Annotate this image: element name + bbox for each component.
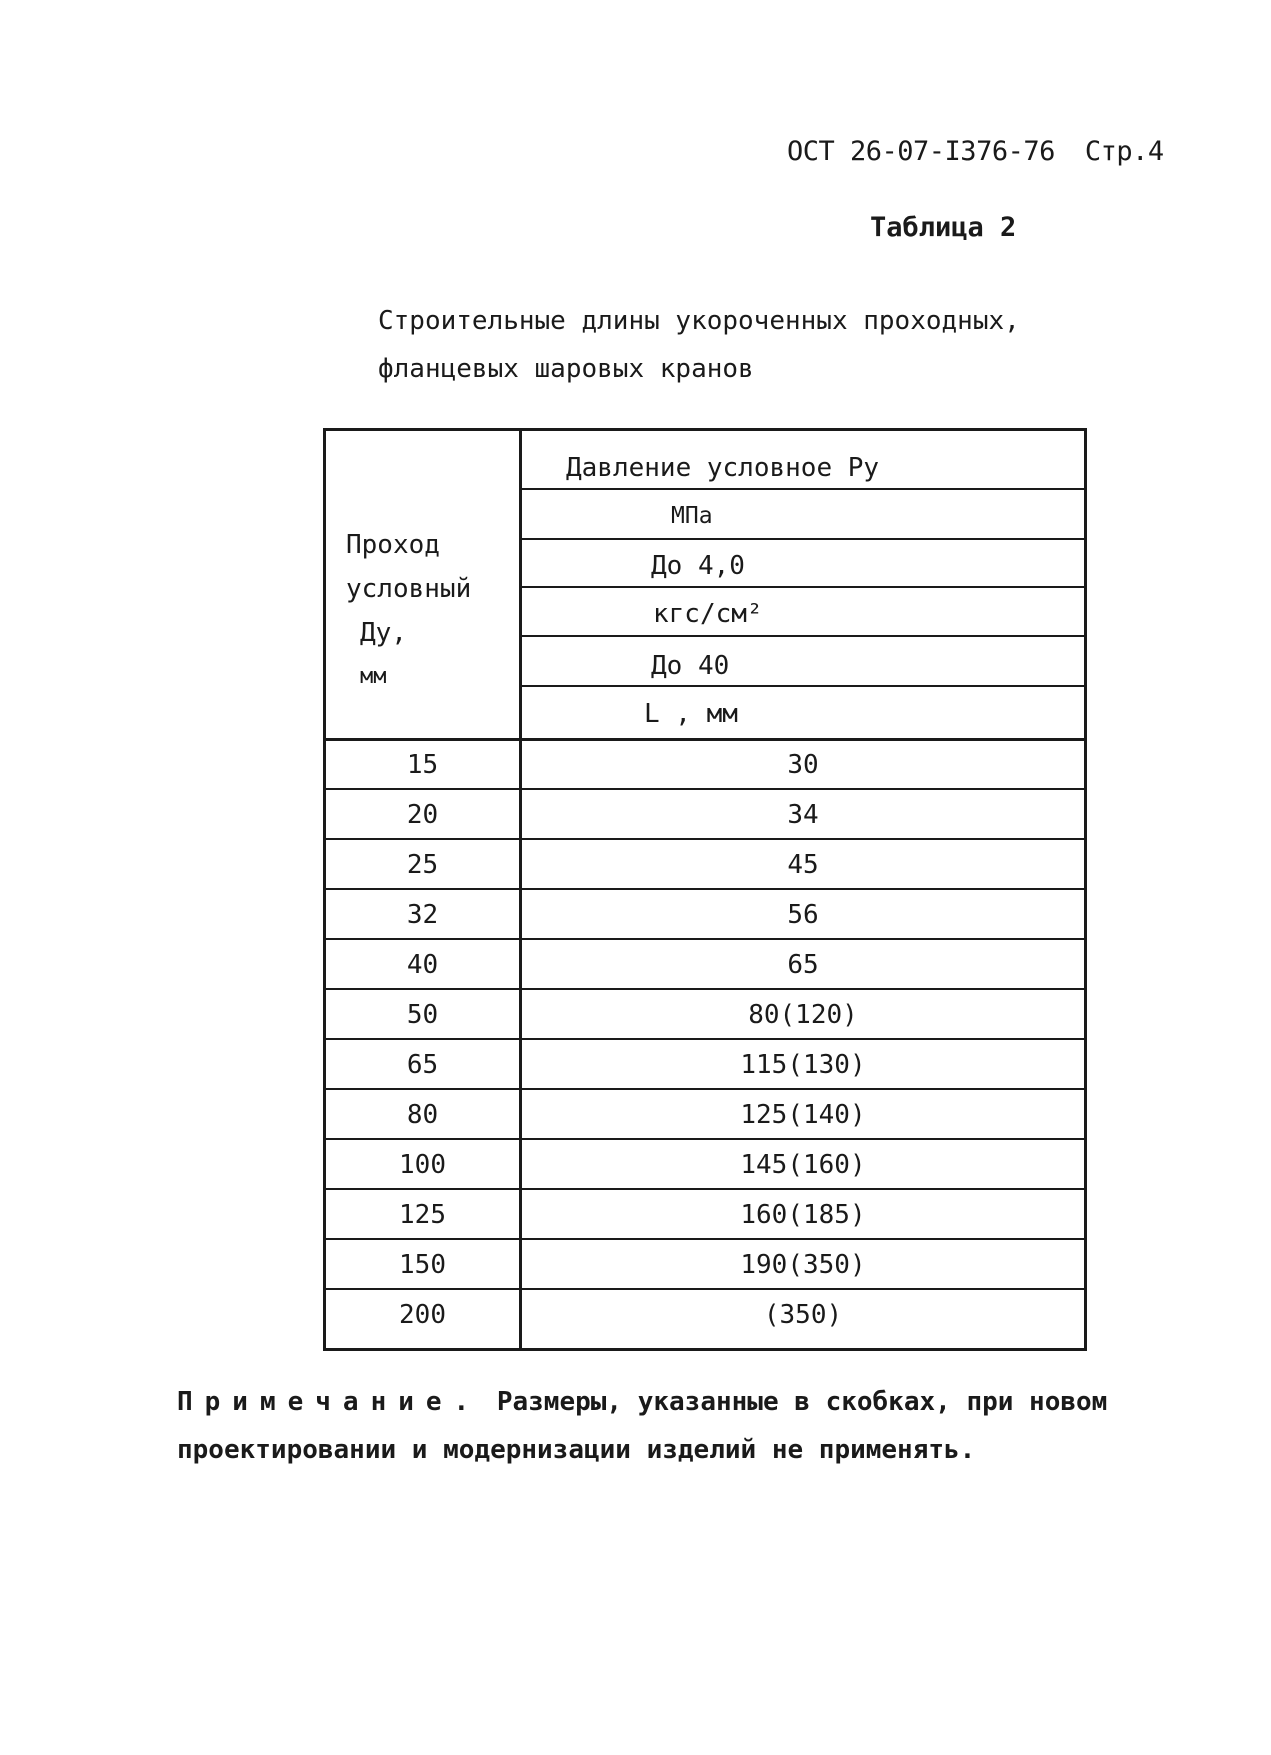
note-text-2: проектировании и модернизации изделий не применять.: [177, 1435, 976, 1465]
length-cell: 160(185): [740, 1200, 866, 1230]
nominal-bore-cell: 200: [399, 1300, 446, 1330]
header-rule: [522, 586, 1084, 588]
nominal-bore-cell: 125: [399, 1200, 446, 1230]
nominal-bore-header-line-1: Проход: [346, 530, 440, 560]
length-cell: 125(140): [740, 1100, 866, 1130]
note-label: Примечание.: [177, 1387, 482, 1417]
row-divider: [326, 988, 1084, 990]
header-rule: [522, 488, 1084, 490]
row-divider: [326, 1138, 1084, 1140]
nominal-bore-cell: 100: [399, 1150, 446, 1180]
row-divider: [326, 938, 1084, 940]
note-line-1: [177, 1378, 1107, 1426]
nominal-bore-cell: 150: [399, 1250, 446, 1280]
note: [177, 1378, 1107, 1474]
length-cell: 56: [787, 900, 819, 930]
nominal-bore-cell: 80: [406, 1100, 439, 1130]
construction-length-table: [323, 428, 1087, 1351]
length-cell: 115(130): [740, 1050, 866, 1080]
document-code: ОСТ 26-07-I376-76: [787, 136, 1055, 167]
nominal-bore-cell: 32: [406, 900, 439, 930]
length-cell: 145(160): [740, 1150, 866, 1180]
pressure-value-kgf: До 40: [651, 651, 730, 681]
note-text-1: Размеры, указанные в скобках, при новом: [496, 1387, 1108, 1417]
header-body-rule: [326, 738, 1084, 741]
length-unit: L , мм: [644, 699, 738, 729]
length-cell: 45: [787, 850, 819, 880]
nominal-bore-cell: 15: [406, 750, 439, 780]
length-cell: 190(350): [740, 1250, 866, 1280]
row-divider: [326, 1288, 1084, 1290]
nominal-bore-cell: 25: [406, 850, 439, 880]
nominal-bore-header-line-3: Ду,: [360, 618, 407, 648]
length-cell: 80(120): [748, 1000, 858, 1030]
header-rule: [522, 635, 1084, 637]
table-number: Таблица 2: [870, 212, 1017, 243]
row-divider: [326, 1088, 1084, 1090]
nominal-bore-header-line-4: мм: [360, 664, 387, 689]
row-divider: [326, 788, 1084, 790]
row-divider: [326, 1188, 1084, 1190]
nominal-bore-header: [346, 523, 471, 699]
nominal-bore-cell: 40: [406, 950, 439, 980]
pressure-unit-kgf: кгс/см²: [653, 599, 763, 629]
row-divider: [326, 888, 1084, 890]
page-number: Стр.4: [1084, 136, 1164, 167]
row-divider: [326, 1038, 1084, 1040]
caption-line-2: фланцевых шаровых кранов: [378, 354, 754, 384]
header-rule: [522, 685, 1084, 687]
length-cell: 30: [787, 750, 819, 780]
nominal-bore-header-line-2: условный: [346, 574, 472, 604]
caption-line-1: Строительные длины укороченных проходных,: [378, 306, 1020, 336]
pressure-value-mpa: До 4,0: [651, 551, 745, 581]
pressure-unit-mpa: МПа: [671, 503, 713, 529]
nominal-bore-cell: 65: [406, 1050, 439, 1080]
nominal-bore-cell: 20: [406, 800, 439, 830]
pressure-header: Давление условное Ру: [566, 453, 880, 483]
table-caption: [378, 297, 1020, 393]
nominal-bore-cell: 50: [406, 1000, 439, 1030]
length-cell: (350): [763, 1300, 843, 1330]
document-header: [787, 136, 1164, 167]
length-cell: 34: [787, 800, 819, 830]
row-divider: [326, 838, 1084, 840]
length-cell: 65: [787, 950, 819, 980]
row-divider: [326, 1238, 1084, 1240]
header-rule: [522, 538, 1084, 540]
